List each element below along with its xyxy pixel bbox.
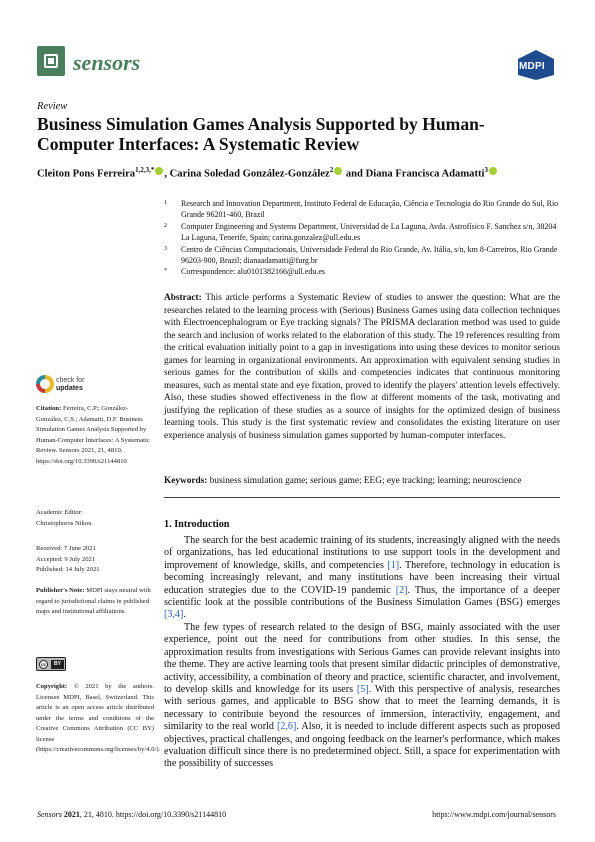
paragraph-text: The search for the best academic training of its students, increasingly aligned with the needs of organizations, has led educational institutions to use support tools in the development and improvement of knowledge, skills, and competencies [1]. Therefore, technology in education is becoming increasingly relevant, and many institutions have been increasing their virtual education strategies due to the COVID-19 pandemic [2]. Thus, the importance of a deeper scientific look at the possible contributions of the Business Simulation Games (BSG) emerges [3,4].: [164, 535, 560, 621]
correspondence-text: Correspondence: alu0101382166@ull.edu.es: [181, 267, 326, 277]
footer-citation: [37, 810, 226, 819]
publisher-note-label: Publisher's Note:: [36, 587, 85, 594]
affiliation-text: Computer Engineering and Systems Department, Universidad de La Laguna, Avda. Astrofísico F. Sanchez s/n, 38204 La Laguna, Tenerife, Spain; carina.gonzalez@ull.edu.es: [181, 221, 557, 243]
abstract-label: Abstract:: [164, 293, 202, 303]
affiliation-text: Research and Innovation Department, Instituto Federal de Educação, Ciência e Tecnologia do Rio Grande do Sul, Rio Grande 96201-460, Brazil: [181, 199, 559, 220]
author-affil-sup: 3: [484, 166, 488, 174]
footer-journal: Sensors: [37, 810, 62, 819]
journal-name: sensors: [73, 50, 141, 75]
editor-label: Academic Editor:: [36, 509, 83, 516]
author-separator: and: [343, 168, 366, 180]
section-heading: 1. Introduction: [164, 519, 230, 530]
citation-block: [36, 404, 154, 467]
paragraph-text: The few types of research related to the design of BSG, mainly associated with the user experience, point out the need for contributions from other studies. In this sense, the approximation results from investigations with Serious Games can provide relevant insights into the theme. They are active learning tools that present similar didactic principles of demonstrative, activity, accessibility, a combination of theory and practice, scientific character, and involvement, to develop skills and knowledge for its users [5]. With this perspective of analysis, researches with serious games, and applicable to BSG show that to meet the learning demands, it is necessary to contribute beyond the resources of immersion, interactivity, engagement, and similarity to the real world [2,6]. Also, it is needed to include different aspects such as proposed objectives, practical challenges, and ongoing feedback on the learner's performance, which makes evaluation difficult since there is no predetermined object. Still, a space for experimentation with the possibility of successes: [164, 622, 560, 770]
citation-link[interactable]: [2]: [395, 584, 408, 596]
orcid-icon[interactable]: [334, 167, 342, 175]
orcid-icon[interactable]: [489, 167, 497, 175]
affiliation-number: 1: [164, 200, 167, 206]
dates-block: [36, 544, 154, 576]
author-affil-sup: 2: [329, 166, 334, 174]
mdpi-logo-text: MDPI: [519, 61, 545, 72]
author-name[interactable]: Cleiton Pons Ferreira: [37, 168, 136, 180]
footer-journal-url[interactable]: https://www.mdpi.com/journal/sensors: [432, 810, 556, 819]
cc-by-license-icon[interactable]: [36, 657, 66, 671]
paragraph: [164, 622, 560, 771]
footer-year: 2021: [63, 810, 80, 819]
author-separator: ,: [164, 168, 170, 180]
author-affil-sup: 1,2,3,*: [135, 166, 155, 174]
article-title: Business Simulation Games Analysis Supported by Human-Computer Interfaces: A Systematic Review: [37, 114, 485, 154]
publisher-note-text: MDPI stays neutral with regard to jurisdictional claims in published maps and institutional affiliations.: [36, 587, 151, 615]
author-name[interactable]: Diana Francisca Adamatti: [365, 168, 485, 180]
keywords-text: business simulation game; serious game; EEG; eye tracking; learning; neuroscience: [209, 476, 522, 486]
citation-link[interactable]: [1]: [387, 559, 400, 571]
academic-editor-block: [36, 508, 154, 529]
citation-label: Citation:: [36, 405, 62, 412]
affiliation-item: [164, 221, 564, 244]
section-divider: [164, 497, 560, 498]
citation-link[interactable]: [5]: [356, 684, 369, 696]
abstract-text: This article performs a Systematic Review of studies to answer the question: What are the researches related to the learning process with (Serious) Business Games using data collection techniques with Electroencephalogram or Eye tracking signals? The PRISMA declaration method was used to guide the search and inclusion of works related to the elaboration of this study. The 19 references resulting from the critical evaluation initially point to a gap in investigations into using these devices to monitor serious games for learning in organizational environments. An approximation with equivalent sensing studies in serious games for the contribution of skills and competencies indicates that continuous monitoring measures, such as mental state and eye fixation, proved to identify the players' attention levels effectively. Also, these studies showed effectiveness in the flow at different moments of the task, motivating and justifying the replication of these studies as a source of insights for the optimized design of business learning tools. This study is the first systematic review and consolidates the existing literature on user experience analysis of business simulation games supported by human-computer interfaces.: [164, 293, 561, 441]
copyright-label: Copyright:: [36, 683, 68, 690]
author-name[interactable]: Carina Soledad González-González: [169, 168, 330, 180]
author-list: [37, 166, 498, 180]
check-updates-line2: updates: [56, 385, 83, 392]
received-date: Received: 7 June 2021: [36, 545, 96, 552]
cc-badge-right: BY: [51, 660, 64, 669]
check-updates-line1: check for: [56, 377, 85, 384]
sensor-chip-icon: [37, 46, 65, 76]
citation-link[interactable]: [3,4]: [164, 609, 184, 621]
article-type: Review: [37, 101, 68, 112]
affiliation-number: *: [164, 268, 167, 275]
publisher-note-block: [36, 586, 154, 618]
keywords: [164, 475, 560, 488]
paragraph: [164, 535, 560, 622]
affiliation-item: [164, 198, 564, 221]
check-updates-icon: [36, 375, 54, 393]
footer-doi[interactable]: , 21, 4810. https://doi.org/10.3390/s21144810: [79, 810, 227, 819]
cc-badge-left: cc: [40, 661, 46, 667]
copyright-text: © 2021 by the authors. Licensee MDPI, Basel, Switzerland. This article is an open access article distributed under the terms and conditions of the Creative Commons Attribution (CC BY) license (https://creativecommons.org/licenses/by/4.0/).: [36, 683, 161, 753]
orcid-icon[interactable]: [155, 167, 163, 175]
copyright-block: [36, 682, 161, 756]
citation-link[interactable]: [2,6]: [277, 721, 297, 733]
keywords-label: Keywords:: [164, 476, 208, 486]
affiliation-number: 3: [164, 245, 167, 252]
affiliation-item: [164, 244, 564, 267]
affiliation-text: Centro de Ciências Computacionais, Universidade Federal do Rio Grande, Av. Itália, s/n, km 8-Carreiros, Rio Grande 96203-900, Brazil; dianaadamatti@furg.br: [181, 244, 558, 266]
check-updates-text: [56, 377, 84, 393]
editor-name: Christophoros Nikou: [36, 519, 92, 527]
affiliation-item: [164, 266, 564, 277]
abstract: [164, 292, 560, 442]
affiliation-list: [164, 198, 564, 278]
affiliation-number: 2: [164, 222, 167, 229]
mdpi-logo-text-wrap: [516, 49, 556, 81]
citation-text: Ferreira, C.P.; González-González, C.S.; Adamatti, D.F. Business Simulation Games Analysis Supported by Human-Computer Interfaces: A Systematic Review. Sensors 2021, 21, 4810. https://doi.org/10.3390/s21144810: [36, 405, 150, 465]
published-date: Published: 14 July 2021: [36, 566, 100, 573]
accepted-date: Accepted: 9 July 2021: [36, 555, 96, 563]
